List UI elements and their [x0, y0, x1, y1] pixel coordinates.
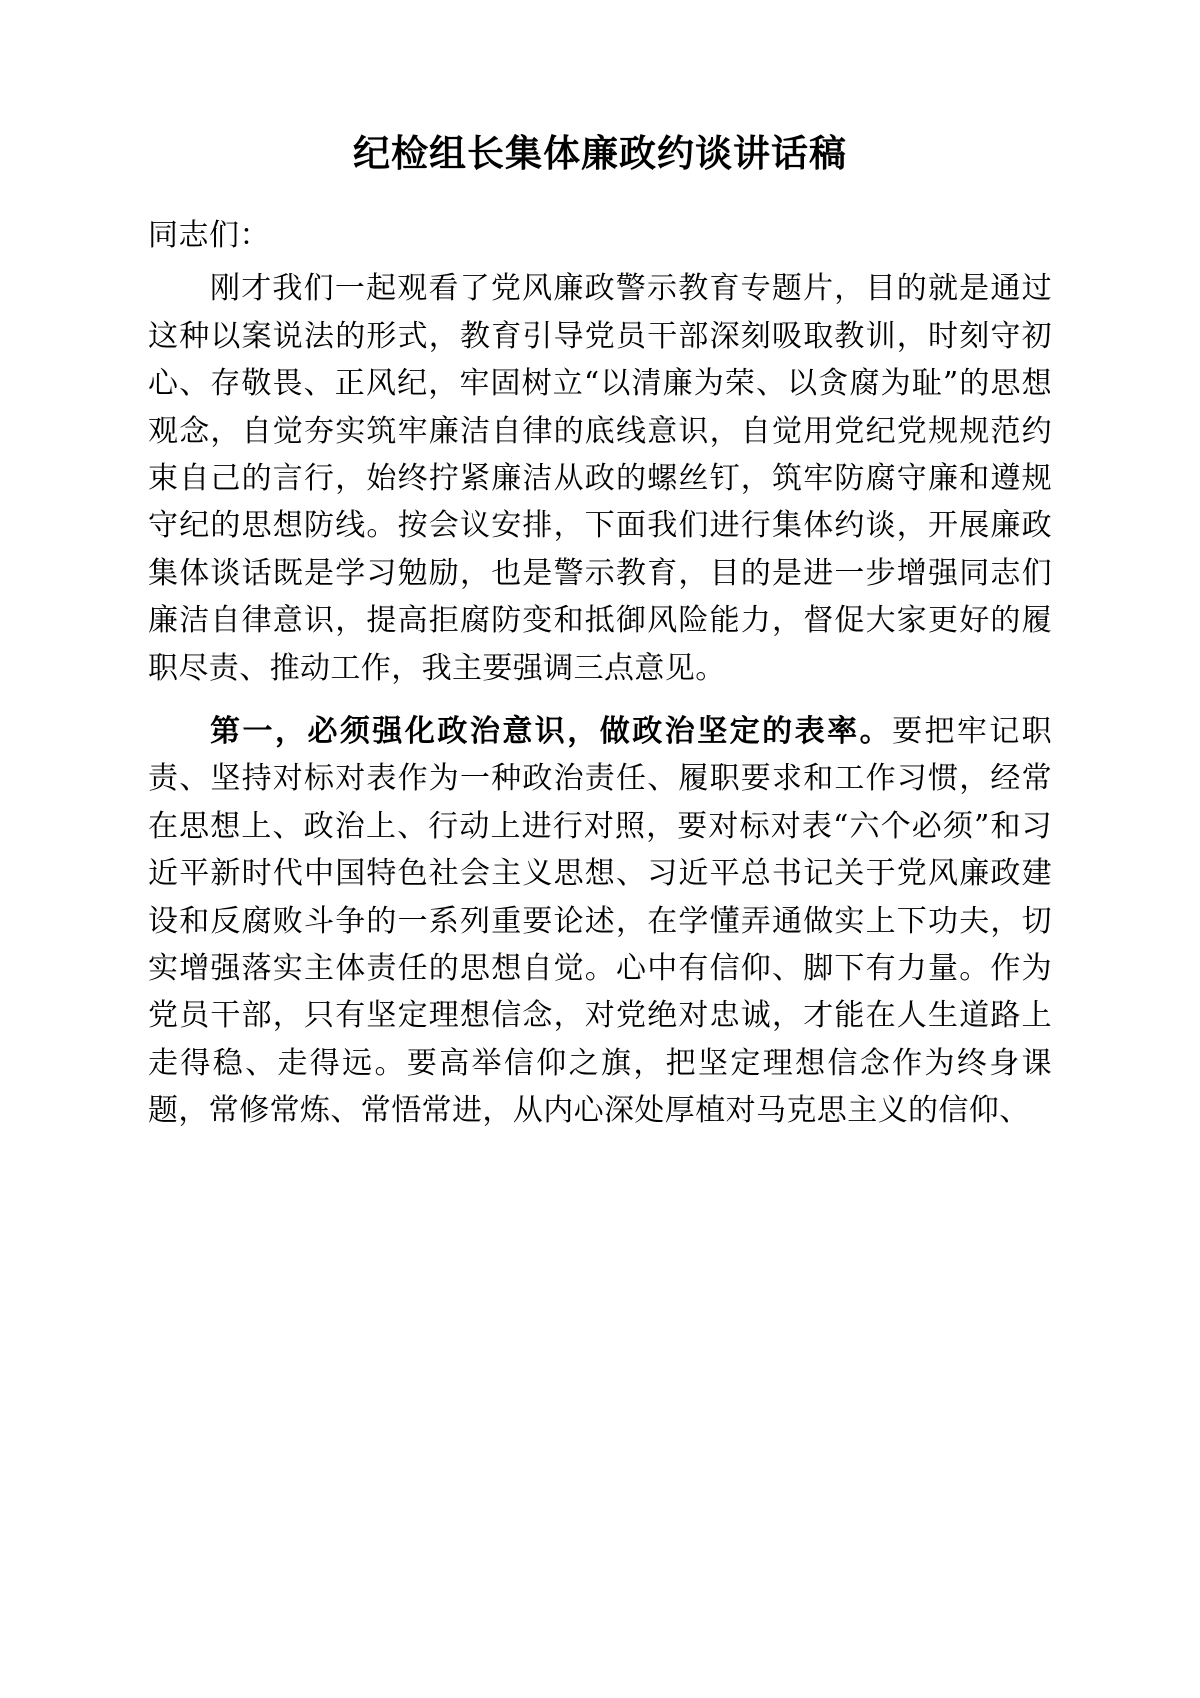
- paragraph-2-text: 要把牢记职责、坚持对标对表作为一种政治责任、履职要求和工作习惯，经常在思想上、政治上、行动上进行对照，要对标对表“六个必须”和习近平新时代中国特色社会主义思想、习近平总书记关于党风廉政建设和反腐败斗争的一系列重要论述，在学懂弄通做实上下功夫，切实增强落实主体责任的思想自觉。心中有信仰、脚下有力量。作为党员干部，只有坚定理想信念，对党绝对忠诚，才能在人生道路上走得稳、走得远。要高举信仰之旗，把坚定理想信念作为终身课题，常修常炼、常悟常进，从内心深处厚植对马克思主义的信仰、: [148, 714, 1053, 1129]
- paragraph-1-text: 刚才我们一起观看了党风廉政警示教育专题片，目的就是通过这种以案说法的形式，教育引导党员干部深刻吸取教训，时刻守初心、存敬畏、正风纪，牢固树立“以清廉为荣、以贪腐为耻”的思想观念，自觉夯实筑牢廉洁自律的底线意识，自觉用党纪党规规范约束自己的言行，始终拧紧廉洁从政的螺丝钉，筑牢防腐守廉和遵规守纪的思想防线。按会议安排，下面我们进行集体约谈，开展廉政集体谈话既是学习勉励，也是警示教育，目的是进一步增强同志们廉洁自律意识，提高拒腐防变和抵御风险能力，督促大家更好的履职尽责、推动工作，我主要强调三点意见。: [148, 271, 1052, 686]
- paragraph-2: [148, 708, 1052, 1135]
- page-title: 纪检组长集体廉政约谈讲话稿: [353, 132, 847, 175]
- salutation: 同志们：: [148, 218, 270, 254]
- paragraph-2-lead: 第一，必须强化政治意识，做政治坚定的表率。: [210, 714, 893, 749]
- paragraph-1: [148, 265, 1052, 692]
